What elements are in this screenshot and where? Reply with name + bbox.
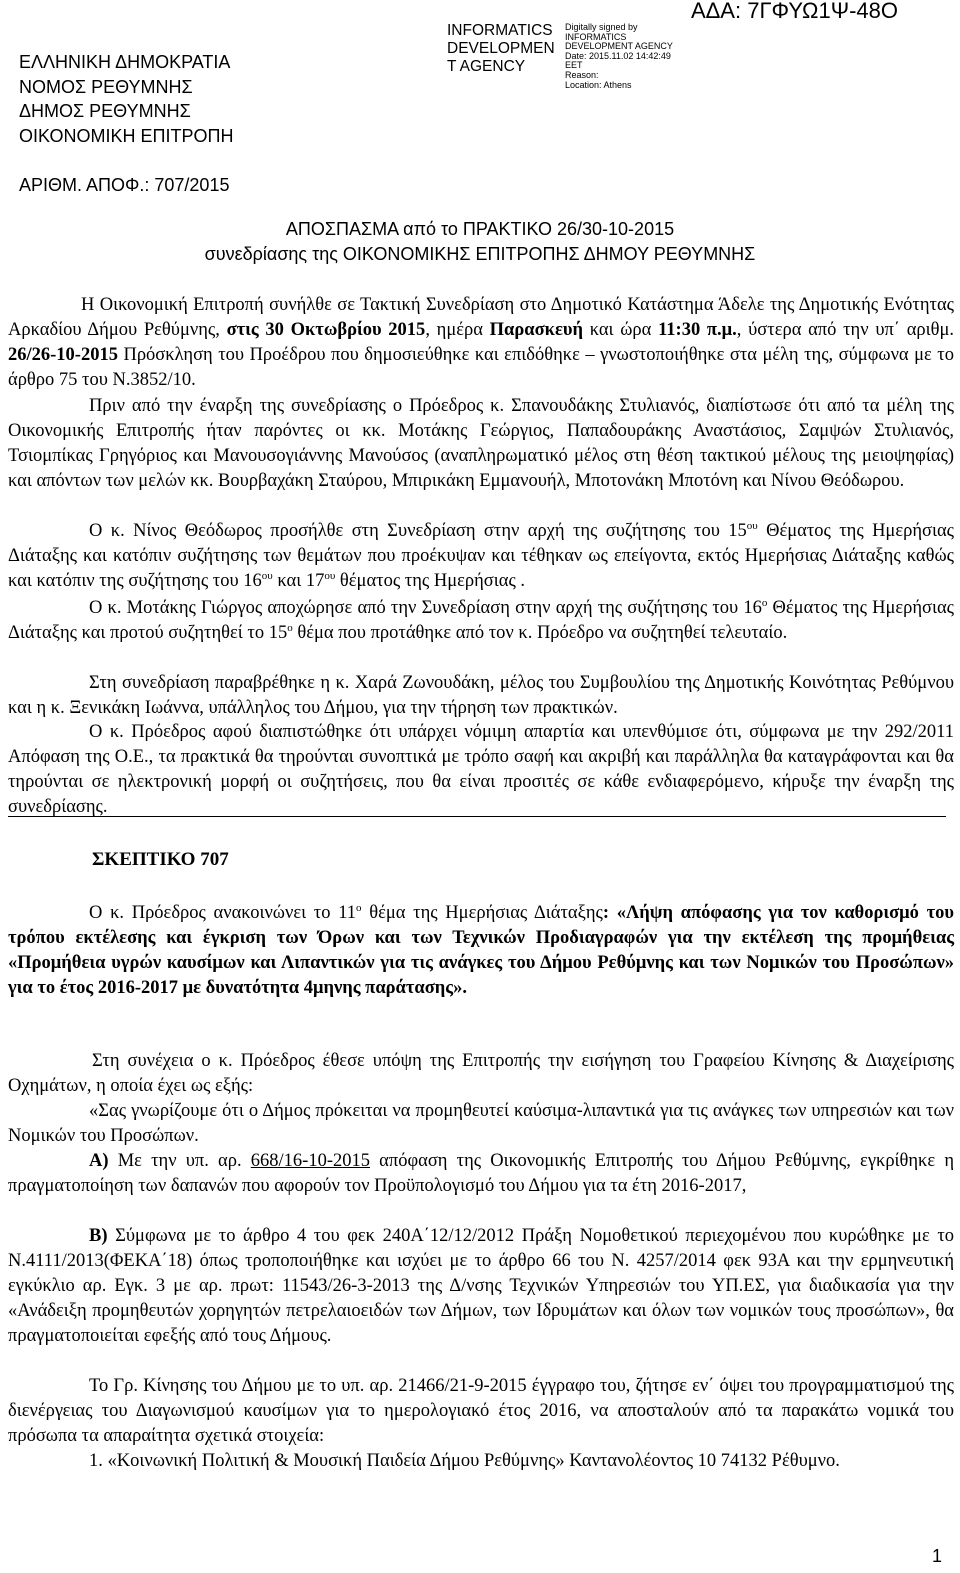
text-span: , ύστερα από την υπ΄ αριθμ.	[736, 320, 954, 340]
header-line: ΔΗΜΟΣ ΡΕΘΥΜΝΗΣ	[19, 101, 191, 121]
excerpt-subtitle: συνεδρίασης της ΟΙΚΟΝΟΜΙΚΗΣ ΕΠΙΤΡΟΠΗΣ ΔΗΜΟΥ ΡΕΘΥΜΝΗΣ	[204, 244, 756, 264]
paragraph-topic	[8, 901, 954, 1001]
paragraph-attendance: Πριν από την έναρξη της συνεδρίασης ο Πρόεδρος κ. Σπανουδάκης Στυλιανός, διαπίστωσε ότι από τα μέλη της Οικονομικής Επιτροπής ήταν παρόντες οι κκ. Μοτάκης Γεώργιος, Παπαδουράκης Αναστάσιος, Σαμψών Στυλιανός, Τσιομπίκας Γρηγόριος και Μανουσογιάννης Μανούσος (αναπληρωματικό μέλος στη θέση τακτικού μέλους της μειοψηφίας) και απόντων των μελών κκ. Βουρβαχάκη Σταύρου, Μπιρικάκη Εμμανουήλ, Μποτονάκη Μποτόνη και Νίνου Θεόδωρου.	[8, 396, 954, 491]
decision-reference: 668/16-10-2015	[250, 1151, 370, 1171]
digital-signature-details	[565, 23, 673, 90]
text-bold: 11:30 π.μ.	[658, 320, 737, 340]
paragraph-item-a	[8, 1149, 954, 1199]
text-span: Ο κ. Νίνος Θεόδωρος προσήλθε στη Συνεδρίαση στην αρχή της συζήτησης του 15	[89, 521, 747, 541]
digital-signature-org	[447, 22, 562, 76]
text-bold: Β)	[89, 1226, 108, 1246]
text-span: Θέματος της Ημερήσιας Διάταξης και προτού συζητηθεί το 15	[8, 598, 955, 643]
signature-org-line: T AGENCY	[447, 58, 526, 75]
text-span: Ο κ. Μοτάκης Γιώργος αποχώρησε από την Συνεδρίαση στην αρχή της συζήτησης του 16	[89, 598, 762, 618]
header-line: ΝΟΜΟΣ ΡΕΘΥΜΝΗΣ	[19, 76, 193, 97]
paragraph-arrival	[8, 519, 954, 594]
signature-org-line: DEVELOPMEN	[447, 40, 555, 57]
superscript: ου	[261, 570, 273, 582]
list-item: 1. «Κοινωνική Πολιτική & Μουσική Παιδεία Δήμου Ρεθύμνης» Καντανολέοντος 10 74132 Ρέθυμνο.	[89, 1451, 840, 1471]
text-span: και 17	[272, 571, 325, 591]
signature-detail-line: INFORMATICS	[565, 31, 627, 42]
paragraph-item-b	[8, 1224, 954, 1349]
text-bold: 26/26-10-2015	[8, 345, 118, 365]
signature-detail-line: EET	[565, 60, 583, 71]
text-span: και ώρα	[582, 320, 659, 340]
paragraph-report-intro: Στη συνέχεια ο κ. Πρόεδρος έθεσε υπόψη της Επιτροπής την εισήγηση του Γραφείου Κίνησης & Διαχείρισης Οχημάτων, η οποία έχει ως εξής:	[8, 1051, 954, 1096]
separator-line	[8, 816, 946, 817]
document-header	[19, 50, 233, 148]
text-bold: στις 30 Οκτωβρίου 2015	[226, 320, 426, 340]
text-span: Σύμφωνα με το άρθρο 4 του φεκ 240Α΄12/12/2012 Πράξη Νομοθετικού περιεχομένου που κυρώθηκε με το Ν.4111/2013(ΦΕΚΑ΄18) όπως τροποποιήθηκε και ισχύει με το άρθρο 66 του Ν. 4257/2014 φεκ 93Α και την ερμηνευτική εγκύκλιο αρ. Εγκ. 3 με αρ. πρωτ: 11543/26-3-2013 της Δ/νσης Τεχνικών Υπηρεσιών του ΥΠ.ΕΣ, για διαδικασία για την «Ανάδειξη προμηθευτών χορηγητών πετρελαιοειδών των Δήμων, των Ιδρυμάτων και όλων των νομικών τους προσώπων», θα πραγματοποιείται εφεξής από τους Δήμους.	[8, 1226, 954, 1346]
text-span: Θέματος της Ημερήσιας Διάταξης και κατόπιν συζήτησης των θεμάτων που προέκυψαν και τέθηκαν ως επείγοντα, εκτός Ημερήσιας Διάταξης καθώς και κατόπιν της συζήτησης του 16	[8, 521, 954, 591]
signature-detail-line: Location: Athens	[565, 79, 632, 90]
superscript: ου	[746, 520, 758, 532]
signature-detail-line: Digitally signed by	[565, 22, 638, 32]
text-span: απόφαση της Οικονομικής Επιτροπής του Δήμου Ρεθύμνης, εγκρίθηκε η πραγματοποίηση των δαπανών που αφορούν τον Προϋπολογισμό του Δήμου για τα έτη 2016-2017,	[8, 1151, 955, 1196]
signature-detail-line: Reason:	[565, 69, 599, 80]
text-bold: : «Λήψη απόφασης για τον καθορισμό του τρόπου εκτέλεσης και έγκριση των Όρων και των Τεχνικών Προδιαγραφών για την εκτέλεση της προμήθειας «Προμήθεια υγρών καυσίμων και Λιπαντικών για τις ανάγκες του Δήμου Ρεθύμνης και των Νομικών του Προσώπων» για το έτος 2016-2017 με δυνατότητα 4μηνης παράτασης».	[8, 903, 954, 998]
superscript: ο	[287, 622, 293, 634]
decision-number: ΑΡΙΘΜ. ΑΠΟΦ.: 707/2015	[19, 175, 230, 195]
text-span: Με την υπ. αρ.	[108, 1151, 251, 1171]
text-span: Πρόσκληση του Προέδρου που δημοσιεύθηκε και επιδόθηκε – γνωστοποιήθηκε στα μέλη της, σύμφωνα με το άρθρο 75 του Ν.3852/10.	[8, 345, 954, 390]
section-heading: ΣΚΕΠΤΙΚΟ 707	[92, 849, 229, 870]
paragraph-quote: «Σας γνωρίζουμε ότι ο Δήμος πρόκειται να προμηθευτεί καύσιμα-λιπαντικά για τις ανάγκες των υπηρεσιών και των Νομικών του Προσώπων.	[8, 1101, 954, 1146]
paragraph-fleet-office: Το Γρ. Κίνησης του Δήμου με το υπ. αρ. 21466/21-9-2015 έγγραφο του, ζήτησε εν΄ όψει του προγραμματισμού της διενέργειας του Διαγωνισμού καυσίμων για το ημερολογιακό έτος 2016, να αποσταλούν από τα παρακάτω νομικά του πρόσωπα τα απαραίτητα σχετικά στοιχεία:	[8, 1376, 954, 1446]
paragraph-meeting	[8, 293, 954, 393]
page-number: 1	[931, 1546, 942, 1566]
ada-code: ΑΔΑ: 7ΓΦΥΩ1Ψ-48Ο	[690, 0, 898, 23]
signature-detail-line: DEVELOPMENT AGENCY	[565, 41, 673, 52]
text-span: Η Οικονομική Επιτροπή συνήλθε σε Τακτική Συνεδρίαση στο Δημοτικό Κατάστημα Άδελε της Δημοτικής Ενότητας Αρκαδίου Δήμου Ρεθύμνης,	[8, 295, 954, 340]
text-span: θέμα που προτάθηκε από τον κ. Πρόεδρο να συζητηθεί τελευταίο.	[292, 623, 788, 643]
superscript: ο	[356, 902, 362, 914]
text-span: θέματος της Ημερήσιας .	[335, 571, 526, 591]
paragraph-present: Στη συνεδρίαση παραβρέθηκε η κ. Χαρά Ζωνουδάκη, μέλος του Συμβουλίου της Δημοτικής Κοινότητας Ρεθύμνου και η κ. Ξενικάκη Ιωάννα, υπάλληλος του Δήμου, για την τήρηση των πρακτικών.	[8, 673, 954, 718]
header-line: ΕΛΛΗΝΙΚΗ ΔΗΜΟΚΡΑΤΙΑ	[19, 52, 231, 72]
paragraph-quorum: Ο κ. Πρόεδρος αφού διαπιστώθηκε ότι υπάρχει νόμιμη απαρτία και υπενθύμισε ότι, σύμφωνα με την 292/2011 Απόφαση της Ο.Ε., τα πρακτικά θα τηρούνται συνοπτικά με τρόπο σαφή και ακριβή και παράλληλα θα καταγράφονται και θα τηρούνται σε ηλεκτρονική μορφή οι συζητήσεις, που θα είναι προσιτές σε κάθε ενδιαφερόμενο, κήρυξε την έναρξη της συνεδρίασης.	[8, 722, 954, 817]
text-bold: Παρασκευή	[489, 320, 583, 340]
superscript: ου	[324, 570, 336, 582]
text-span: Ο κ. Πρόεδρος ανακοινώνει το 11	[89, 903, 357, 923]
paragraph-departure	[8, 596, 954, 646]
header-line: ΟΙΚΟΝΟΜΙΚΗ ΕΠΙΤΡΟΠΗ	[19, 125, 234, 146]
signature-detail-line: Date: 2015.11.02 14:42:49	[565, 50, 671, 61]
excerpt-title: ΑΠΟΣΠΑΣΜΑ από το ΠΡΑΚΤΙΚΟ 26/30-10-2015	[285, 219, 675, 239]
superscript: ο	[761, 597, 768, 609]
text-span: , ημέρα	[425, 320, 490, 340]
signature-org-line: INFORMATICS	[447, 22, 553, 39]
text-span: θέμα της Ημερήσιας Διάταξης	[361, 903, 603, 923]
text-bold: Α)	[89, 1151, 109, 1171]
